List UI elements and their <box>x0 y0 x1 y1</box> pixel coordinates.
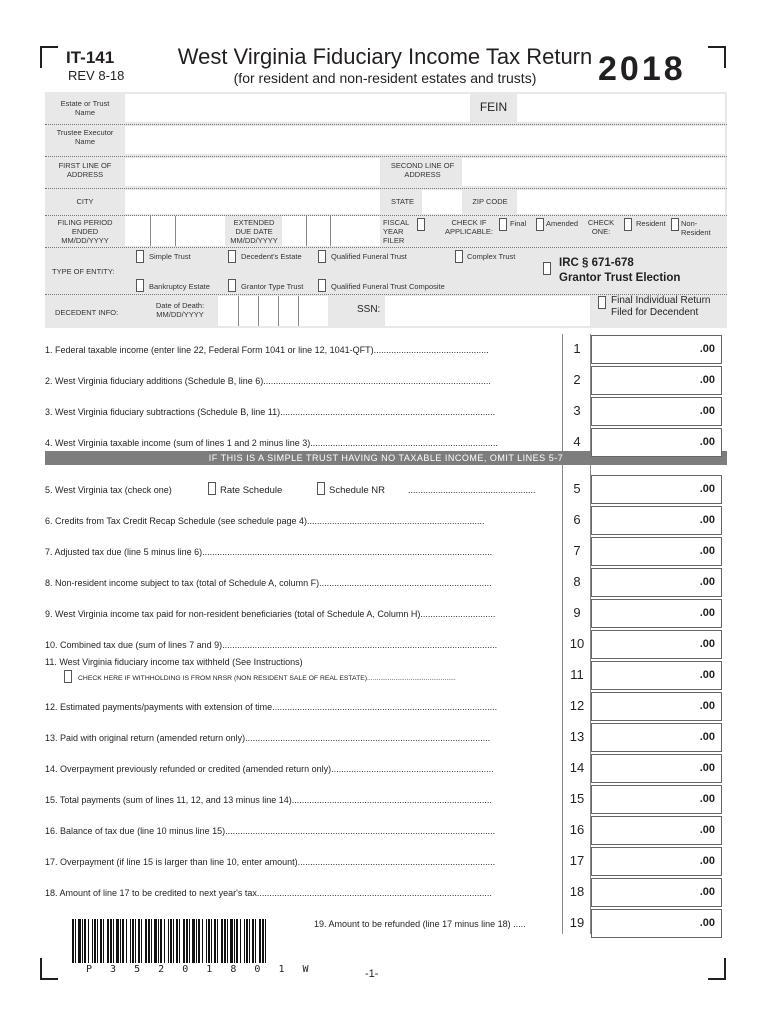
barcode-bar <box>227 919 228 963</box>
line-16-description: 16. Balance of tax due (line 10 minus line 15)............................................................................................................ <box>45 826 496 836</box>
extended-due-field[interactable] <box>282 216 380 246</box>
line-18-number: 18 <box>569 884 585 899</box>
line-7-number: 7 <box>573 543 581 558</box>
grantor-type-trust-checkbox[interactable] <box>228 279 236 292</box>
barcode-bar <box>206 919 207 963</box>
form-subtitle: (for resident and non-resident estates and trusts) <box>233 70 537 86</box>
line-13-description: 13. Paid with original return (amended return only).................................................................................................. <box>45 733 491 743</box>
simple-trust-checkbox[interactable] <box>136 250 144 263</box>
barcode-bar <box>259 919 261 963</box>
barcode-bar <box>192 919 195 963</box>
barcode-bar <box>130 919 131 963</box>
filing-period-label: FILING PERIOD ENDED MM/DD/YYYY <box>57 218 113 245</box>
line-19-amount-field[interactable] <box>591 909 722 938</box>
line-12-description: 12. Estimated payments/payments with extension of time.......................................................................................... <box>45 702 498 712</box>
page-number: -1- <box>365 968 379 980</box>
barcode-bar <box>141 919 142 963</box>
city-label: CITY <box>76 197 94 206</box>
barcode-bar <box>84 919 86 963</box>
fiscal-year-label: FISCAL YEAR FILER <box>383 218 409 245</box>
line-9-number: 9 <box>573 605 581 620</box>
line-3-number: 3 <box>573 403 581 418</box>
barcode-bar <box>189 919 190 963</box>
divider <box>45 188 727 189</box>
line-13-amount-field[interactable] <box>591 723 722 752</box>
line-8-description: 8. Non-resident income subject to tax (total of Schedule A, column F)..................................................................... <box>45 578 492 588</box>
barcode-bar <box>92 919 93 963</box>
state-field[interactable] <box>422 190 462 214</box>
schedule-nr-checkbox[interactable] <box>317 482 325 495</box>
line-17-amount-field[interactable] <box>591 847 722 876</box>
line-4-amount-field[interactable] <box>591 428 722 457</box>
decedent-info-label: DECEDENT INFO: <box>55 308 119 317</box>
qualified-funeral-trust-checkbox[interactable] <box>318 250 326 263</box>
line-14-amount-field[interactable] <box>591 754 722 783</box>
ssn-label: SSN: <box>357 304 381 315</box>
line-11-number: 11 <box>570 667 584 682</box>
barcode-bar <box>230 919 233 963</box>
barcode-bar <box>186 919 188 963</box>
line-8-amount-field[interactable] <box>591 568 722 597</box>
filing-period-field[interactable] <box>125 216 225 246</box>
barcode-bar <box>224 919 226 963</box>
nrsr-withholding-checkbox[interactable] <box>64 670 72 683</box>
second-address-field[interactable] <box>462 158 725 186</box>
final-individual-return-label: Final Individual Return <box>611 295 711 306</box>
line-1-amount-field[interactable] <box>591 335 722 364</box>
nrsr-withholding-label: CHECK HERE IF WITHHOLDING IS FROM NRSR (NON RESIDENT SALE OF REAL ESTATE)............................................... <box>78 675 456 682</box>
filed-for-decedent-label: Filed for Decendent <box>611 307 699 318</box>
barcode-bar <box>196 919 197 963</box>
line-13-cents: .00 <box>699 731 715 743</box>
resident-label: Resident <box>636 219 666 228</box>
line-16-amount-field[interactable] <box>591 816 722 845</box>
barcode-bar <box>116 919 119 963</box>
line-8-number: 8 <box>573 574 581 589</box>
qft-composite-label: Qualified Funeral Trust Composite <box>331 282 445 291</box>
line-7-amount-field[interactable] <box>591 537 722 566</box>
line-5-cents: .00 <box>699 483 715 495</box>
corner-mark-top-left <box>40 46 58 68</box>
trustee-field[interactable] <box>125 126 725 154</box>
barcode-bar <box>168 919 169 963</box>
second-address-label: SECOND LINE OF ADDRESS <box>390 161 455 179</box>
line-17-cents: .00 <box>699 855 715 867</box>
barcode-bar <box>72 919 74 963</box>
line-2-amount-field[interactable] <box>591 366 722 395</box>
form-id: IT-141 <box>66 48 115 67</box>
barcode-bar <box>148 919 150 963</box>
divider <box>330 216 331 246</box>
barcode-bar <box>110 919 112 963</box>
barcode-bar <box>262 919 264 963</box>
decedents-estate-label: Decedent's Estate <box>241 252 302 261</box>
barcode-bar <box>132 919 134 963</box>
barcode-bar <box>249 919 250 963</box>
line-5-number: 5 <box>573 481 581 496</box>
final-checkbox[interactable] <box>499 218 507 231</box>
qualified-funeral-trust-label: Qualified Funeral Trust <box>331 252 407 261</box>
barcode-bar <box>240 919 241 963</box>
line-1-cents: .00 <box>699 343 715 355</box>
grantor-type-trust-label: Grantor Type Trust <box>241 282 304 291</box>
line-6-cents: .00 <box>699 514 715 526</box>
bankruptcy-estate-label: Bankruptcy Estate <box>149 282 210 291</box>
barcode-bar <box>217 919 218 963</box>
barcode-bar <box>135 919 136 963</box>
barcode-bar <box>202 919 203 963</box>
corner-mark-bottom-left <box>40 958 58 980</box>
line-4-description: 4. West Virginia taxable income (sum of lines 1 and 2 minus line 3)........................................................................... <box>45 438 498 448</box>
line-16-cents: .00 <box>699 824 715 836</box>
barcode-bar <box>151 919 152 963</box>
extended-due-label: EXTENDED DUE DATE MM/DD/YYYY <box>230 218 278 245</box>
final-label: Final <box>510 219 527 228</box>
grantor-election-checkbox[interactable] <box>543 262 551 275</box>
line-11-amount-field[interactable] <box>591 661 722 690</box>
line5-dots: ................................................... <box>408 485 536 495</box>
line-17-number: 17 <box>569 853 585 868</box>
divider <box>258 296 259 326</box>
line-14-description: 14. Overpayment previously refunded or credited (amended return only)................................................................. <box>45 764 494 774</box>
barcode-bar <box>120 919 121 963</box>
bankruptcy-estate-checkbox[interactable] <box>136 279 144 292</box>
barcode-text: P 3 5 2 0 1 8 0 1 W <box>86 964 311 975</box>
fein-field[interactable] <box>517 94 725 122</box>
line-4-number: 4 <box>573 434 581 449</box>
barcode-bar <box>252 919 254 963</box>
entity-type-label: TYPE OF ENTITY: <box>52 267 115 276</box>
complex-trust-label: Complex Trust <box>467 252 516 261</box>
line-12-amount-field[interactable] <box>591 692 722 721</box>
decedents-estate-checkbox[interactable] <box>228 250 236 263</box>
line-15-description: 15. Total payments (sum of lines 11, 12, and 13 minus line 14)................................................................................ <box>45 795 492 805</box>
barcode-bar <box>103 919 104 963</box>
form-title: West Virginia Fiduciary Income Tax Return <box>177 44 593 69</box>
first-address-field[interactable] <box>125 158 380 186</box>
tax-year: 2018 <box>598 50 686 88</box>
divider <box>175 216 176 246</box>
line-16-number: 16 <box>569 822 585 837</box>
barcode-bar <box>94 919 96 963</box>
barcode-bar <box>179 919 180 963</box>
fein-label: FEIN <box>479 100 508 114</box>
barcode-bar <box>234 919 235 963</box>
line-3-description: 3. West Virginia fiduciary subtractions (Schedule B, line 11)...................................................................................... <box>45 407 496 417</box>
zip-label: ZIP CODE <box>472 197 508 206</box>
barcode-bar <box>211 919 212 963</box>
corner-mark-bottom-right <box>708 958 726 980</box>
line-6-description: 6. Credits from Tax Credit Recap Schedule (see schedule page 4)....................................................................... <box>45 516 485 526</box>
line-10-description: 10. Combined tax due (sum of lines 7 and 9).............................................................................................................. <box>45 640 498 650</box>
complex-trust-checkbox[interactable] <box>455 250 463 263</box>
divider <box>45 247 727 248</box>
divider <box>150 216 151 246</box>
first-address-label: FIRST LINE OF ADDRESS <box>58 161 112 179</box>
line-3-amount-field[interactable] <box>591 397 722 426</box>
line-13-number: 13 <box>569 729 585 744</box>
barcode-bar <box>82 919 83 963</box>
barcode-bar <box>154 919 157 963</box>
line-2-number: 2 <box>573 372 581 387</box>
line-18-amount-field[interactable] <box>591 878 722 907</box>
line-7-description: 7. Adjusted tax due (line 5 minus line 6).................................................................................................................... <box>45 547 493 557</box>
barcode-bar <box>214 919 216 963</box>
schedule-nr-label: Schedule NR <box>329 485 385 496</box>
barcode-bar <box>173 919 174 963</box>
line-17-description: 17. Overpayment (if line 15 is larger than line 10, enter amount)............................................................................... <box>45 857 496 867</box>
barcode-bar <box>158 919 159 963</box>
amended-label: Amended <box>546 219 579 228</box>
line-9-cents: .00 <box>699 607 715 619</box>
line-11-description: 11. West Virginia fiduciary income tax withheld (See Instructions) <box>45 657 303 667</box>
line-6-number: 6 <box>573 512 581 527</box>
city-field[interactable] <box>125 190 380 214</box>
barcode-bars <box>72 919 270 963</box>
zip-field[interactable] <box>517 190 725 214</box>
line-7-cents: .00 <box>699 545 715 557</box>
line-number-column <box>562 334 591 934</box>
line-9-description: 9. West Virginia income tax paid for non-resident beneficiaries (total of Schedule A, Column H).............................. <box>45 609 496 619</box>
barcode-bar <box>122 919 124 963</box>
grantor-election-label: Grantor Trust Election <box>559 272 681 284</box>
line-15-cents: .00 <box>699 793 715 805</box>
line-1-description: 1. Federal taxable income (enter line 22, Federal Form 1041 or line 12, 1041-QFT).............................................. <box>45 345 489 355</box>
barcode-bar <box>265 919 266 963</box>
line-12-number: 12 <box>569 698 585 713</box>
barcode-bar <box>221 919 223 963</box>
barcode-bar <box>176 919 178 963</box>
estate-name-field[interactable] <box>125 94 470 122</box>
date-of-death-label: Date of Death: MM/DD/YYYY <box>155 301 205 319</box>
divider <box>45 156 727 157</box>
divider <box>45 124 727 125</box>
final-individual-return-checkbox[interactable] <box>598 296 606 309</box>
qft-composite-checkbox[interactable] <box>318 279 326 292</box>
line-1-number: 1 <box>573 341 581 356</box>
check-one-label: CHECK ONE: <box>587 218 615 236</box>
barcode-bar <box>198 919 200 963</box>
corner-mark-top-right <box>708 46 726 68</box>
fiscal-year-checkbox[interactable] <box>417 218 425 231</box>
barcode-bar <box>208 919 210 963</box>
barcode-bar <box>138 919 140 963</box>
state-label: STATE <box>390 197 415 206</box>
line-3-cents: .00 <box>699 405 715 417</box>
simple-trust-label: Simple Trust <box>149 252 191 261</box>
irc-section-label: IRC § 671-678 <box>559 257 634 269</box>
line-11-cents: .00 <box>699 669 715 681</box>
rate-schedule-label: Rate Schedule <box>220 485 283 496</box>
line-5-description: 5. West Virginia tax (check one) <box>45 485 172 495</box>
barcode-bar <box>107 919 109 963</box>
barcode-bar <box>113 919 114 963</box>
barcode-bar <box>126 919 127 963</box>
line-9-amount-field[interactable] <box>591 599 722 628</box>
line-19-description: 19. Amount to be refunded (line 17 minus line 18) ..... <box>314 919 526 929</box>
barcode-bar <box>145 919 147 963</box>
line-15-number: 15 <box>569 791 585 806</box>
divider <box>238 296 239 326</box>
line-6-amount-field[interactable] <box>591 506 722 535</box>
barcode-bar <box>170 919 172 963</box>
omit-lines-banner: IF THIS IS A SIMPLE TRUST HAVING NO TAXABLE INCOME, OMIT LINES 5-7 <box>45 451 727 465</box>
barcode-bar <box>164 919 165 963</box>
barcode-bar <box>244 919 245 963</box>
barcode-bar <box>75 919 76 963</box>
nonresident-checkbox[interactable] <box>671 218 679 231</box>
check-if-label: CHECK IF APPLICABLE: <box>445 218 493 236</box>
line-10-amount-field[interactable] <box>591 630 722 659</box>
estate-name-label: Estate or Trust Name <box>60 99 110 117</box>
date-of-death-field[interactable] <box>218 296 328 326</box>
barcode-bar <box>246 919 248 963</box>
nonresident-label: Non-Resident <box>681 219 711 237</box>
barcode-bar <box>183 919 185 963</box>
line-12-cents: .00 <box>699 700 715 712</box>
line-18-cents: .00 <box>699 886 715 898</box>
barcode-bar <box>236 919 238 963</box>
line-15-amount-field[interactable] <box>591 785 722 814</box>
resident-checkbox[interactable] <box>624 218 632 231</box>
barcode-bar <box>100 919 102 963</box>
divider <box>278 296 279 326</box>
line-19-number: 19 <box>569 915 585 930</box>
divider <box>298 296 299 326</box>
ssn-field[interactable] <box>385 296 590 326</box>
barcode-bar <box>160 919 162 963</box>
line-4-cents: .00 <box>699 436 715 448</box>
line-2-cents: .00 <box>699 374 715 386</box>
amended-checkbox[interactable] <box>536 218 544 231</box>
divider <box>306 216 307 246</box>
trustee-label: Trustee Executor Name <box>56 128 114 146</box>
barcode-bar <box>78 919 81 963</box>
line-10-cents: .00 <box>699 638 715 650</box>
rate-schedule-checkbox[interactable] <box>208 482 216 495</box>
line-19-cents: .00 <box>699 917 715 929</box>
line-5-amount-field[interactable] <box>591 475 722 504</box>
line-2-description: 2. West Virginia fiduciary additions (Schedule B, line 6)........................................................................................... <box>45 376 491 386</box>
line-18-description: 18. Amount of line 17 to be credited to next year's tax.............................................................................................. <box>45 888 492 898</box>
line-14-number: 14 <box>569 760 585 775</box>
barcode-bar <box>255 919 256 963</box>
barcode <box>72 919 270 963</box>
barcode-bar <box>97 919 98 963</box>
form-revision: REV 8-18 <box>68 68 125 83</box>
barcode-bar <box>88 919 89 963</box>
line-10-number: 10 <box>569 636 585 651</box>
line-14-cents: .00 <box>699 762 715 774</box>
line-8-cents: .00 <box>699 576 715 588</box>
